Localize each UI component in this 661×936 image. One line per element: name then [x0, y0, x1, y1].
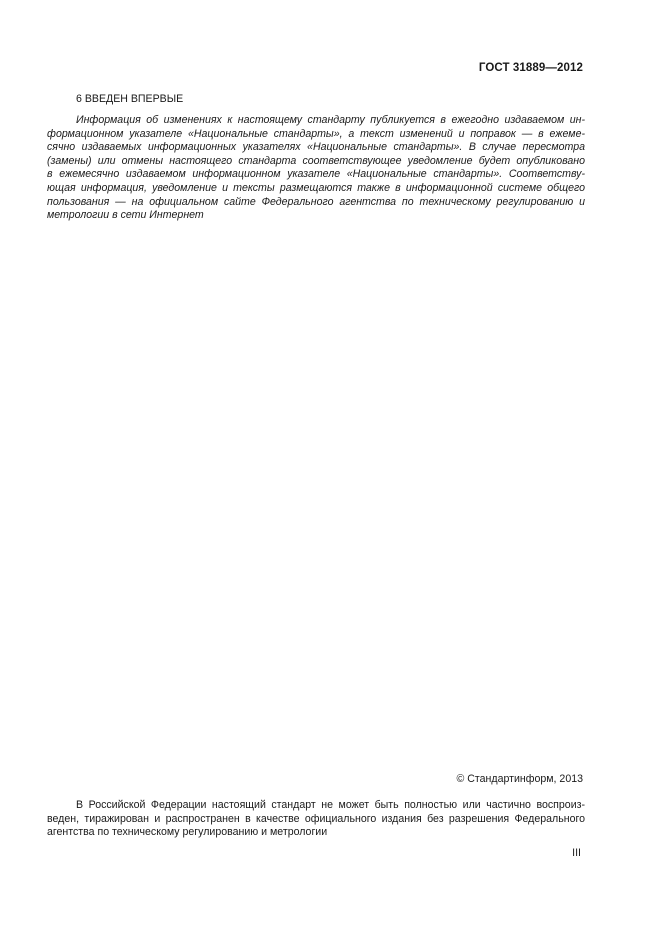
info-line: в ежемесячно издаваемом информационном указателе «Национальные стандарты». Соответству-: [47, 168, 585, 181]
reproduction-notice: [47, 799, 585, 840]
notice-line: В Российской Федерации настоящий стандарт не может быть полностью или частично воспроиз-: [76, 799, 585, 811]
section-item-6: 6 ВВЕДЕН ВПЕРВЫЕ: [76, 93, 184, 105]
info-line: сячно издаваемых информационных указателях «Национальные стандарты». В случае пересмотра: [47, 141, 585, 154]
standard-code-header: ГОСТ 31889—2012: [478, 62, 583, 74]
copyright-notice: © Стандартинформ, 2013: [456, 773, 583, 785]
info-paragraph: [47, 114, 585, 223]
notice-line: веден, тиражирован и распространен в качестве официального издания без разрешения Федерального: [47, 812, 585, 825]
info-line: пользования — на официальном сайте Федерального агентства по техническому регулированию и: [47, 195, 585, 208]
info-line: метрологии в сети Интернет: [47, 209, 204, 222]
page-number: III: [572, 847, 581, 859]
info-line: (замены) или отмены настоящего стандарта соответствующее уведомление будет опубликовано: [47, 154, 585, 167]
info-line: ющая информация, уведомление и тексты размещаются также в информационной системе общего: [47, 181, 585, 194]
notice-line: агентства по техническому регулированию и метрологии: [47, 826, 328, 839]
info-line: Информация об изменениях к настоящему стандарту публикуется в ежегодно издаваемом ин-: [76, 114, 585, 126]
info-line: формационном указателе «Национальные стандарты», а текст изменений и поправок — в ежеме-: [47, 127, 585, 140]
